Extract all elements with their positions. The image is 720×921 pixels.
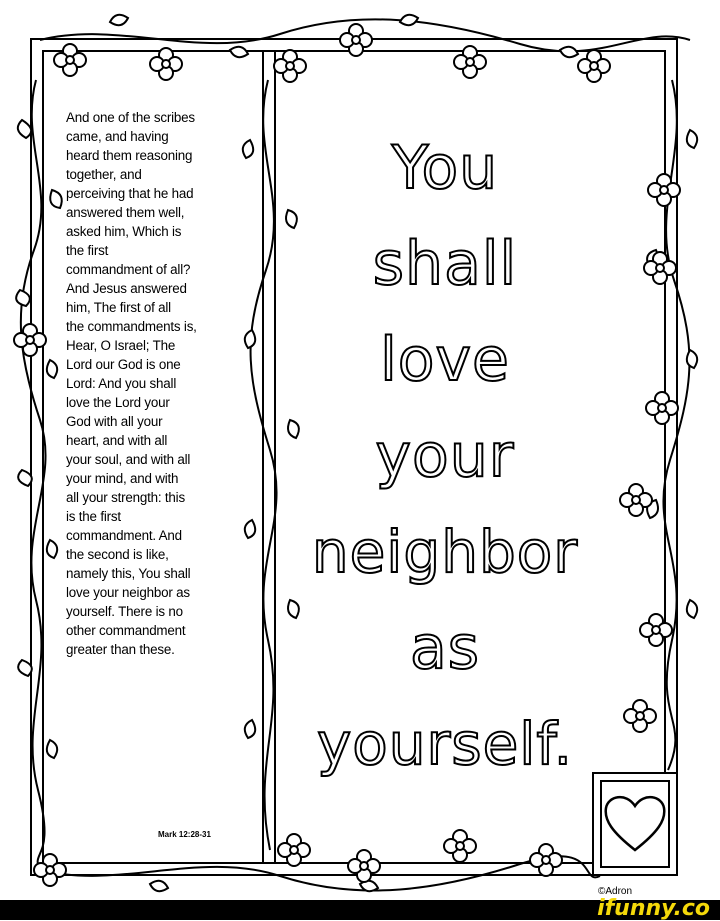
copyright-mark: ©Adron <box>598 886 633 897</box>
scripture-line: your mind, and with <box>66 471 179 486</box>
headline-word: love <box>380 325 510 395</box>
scripture-line: the first <box>66 243 109 258</box>
flower-icon <box>530 844 562 876</box>
leaf-icon <box>560 47 578 57</box>
flower-icon <box>150 48 182 80</box>
headline-word: neighbor <box>311 518 579 586</box>
flower-icon <box>640 614 672 646</box>
flower-icon <box>578 50 610 82</box>
scripture-line: Lord: And you shall <box>66 376 177 391</box>
leaf-icon <box>230 47 248 57</box>
leaf-icon <box>47 360 57 378</box>
scripture-text <box>66 108 252 659</box>
leaf-icon <box>687 130 697 148</box>
leaf-icon <box>47 740 57 758</box>
scripture-line: Hear, O Israel; The <box>66 338 176 353</box>
scripture-line: And one of the scribes <box>66 110 195 125</box>
scripture-line: all your strength: this <box>66 490 185 505</box>
scripture-line: namely this, You shall <box>66 566 191 581</box>
flower-icon <box>278 834 310 866</box>
leaf-icon <box>150 881 168 891</box>
scripture-line: heard them reasoning <box>66 148 193 163</box>
flower-icon <box>444 830 476 862</box>
headline-word: shall <box>372 229 518 299</box>
headline-word: as <box>409 613 481 683</box>
flower-icon <box>624 700 656 732</box>
flower-icon <box>348 850 380 882</box>
scripture-line: perceiving that he had <box>66 186 194 201</box>
scripture-line: heart, and with all <box>66 433 168 448</box>
scripture-line: yourself. There is no <box>66 604 183 619</box>
flower-icon <box>648 174 680 206</box>
flower-icon <box>340 24 372 56</box>
flower-icon <box>646 392 678 424</box>
scripture-line: other commandment <box>66 623 186 638</box>
scripture-line: asked him, Which is <box>66 224 182 239</box>
leaf-icon <box>18 660 32 676</box>
scripture-line: commandment. And <box>66 528 182 543</box>
scripture-line: Lord our God is one <box>66 357 181 372</box>
leaf-icon <box>50 190 62 208</box>
scripture-line: And Jesus answered <box>66 281 187 296</box>
scripture-line: commandment of all? <box>66 262 191 277</box>
flower-icon <box>54 44 86 76</box>
leaf-icon <box>18 120 31 138</box>
scripture-line: your soul, and with all <box>66 452 191 467</box>
scripture-citation: Mark 12:28-31 <box>158 830 211 839</box>
scripture-line: love your neighbor as <box>66 585 190 600</box>
scripture-line: greater than these. <box>66 642 175 657</box>
leaf-icon <box>16 290 30 306</box>
heart-box <box>592 772 678 876</box>
leaf-icon <box>110 15 128 25</box>
leaf-icon <box>400 15 418 25</box>
leaf-icon <box>687 600 697 618</box>
flower-icon <box>274 50 306 82</box>
scripture-line: came, and having <box>66 129 169 144</box>
flower-icon <box>14 324 46 356</box>
scripture-line: the commandments is, <box>66 319 197 334</box>
flower-icon <box>454 46 486 78</box>
scripture-line: the second is like, <box>66 547 169 562</box>
ifunny-logo: ifunny.co <box>597 896 710 921</box>
scripture-line: love the Lord your <box>66 395 170 410</box>
headline-word: yourself. <box>316 710 574 778</box>
headline-text <box>290 120 600 792</box>
headline-word: your <box>375 421 515 491</box>
scripture-line: answered them well, <box>66 205 185 220</box>
leaf-icon <box>18 470 32 486</box>
scripture-line: God with all your <box>66 414 163 429</box>
heart-icon <box>602 792 668 854</box>
scripture-line: together, and <box>66 167 142 182</box>
scripture-line: him, The first of all <box>66 300 171 315</box>
leaf-icon <box>47 540 57 558</box>
leaf-icon <box>687 350 697 368</box>
leaf-icon <box>245 720 255 738</box>
headline-word: You <box>391 133 499 203</box>
scripture-line: is the first <box>66 509 121 524</box>
